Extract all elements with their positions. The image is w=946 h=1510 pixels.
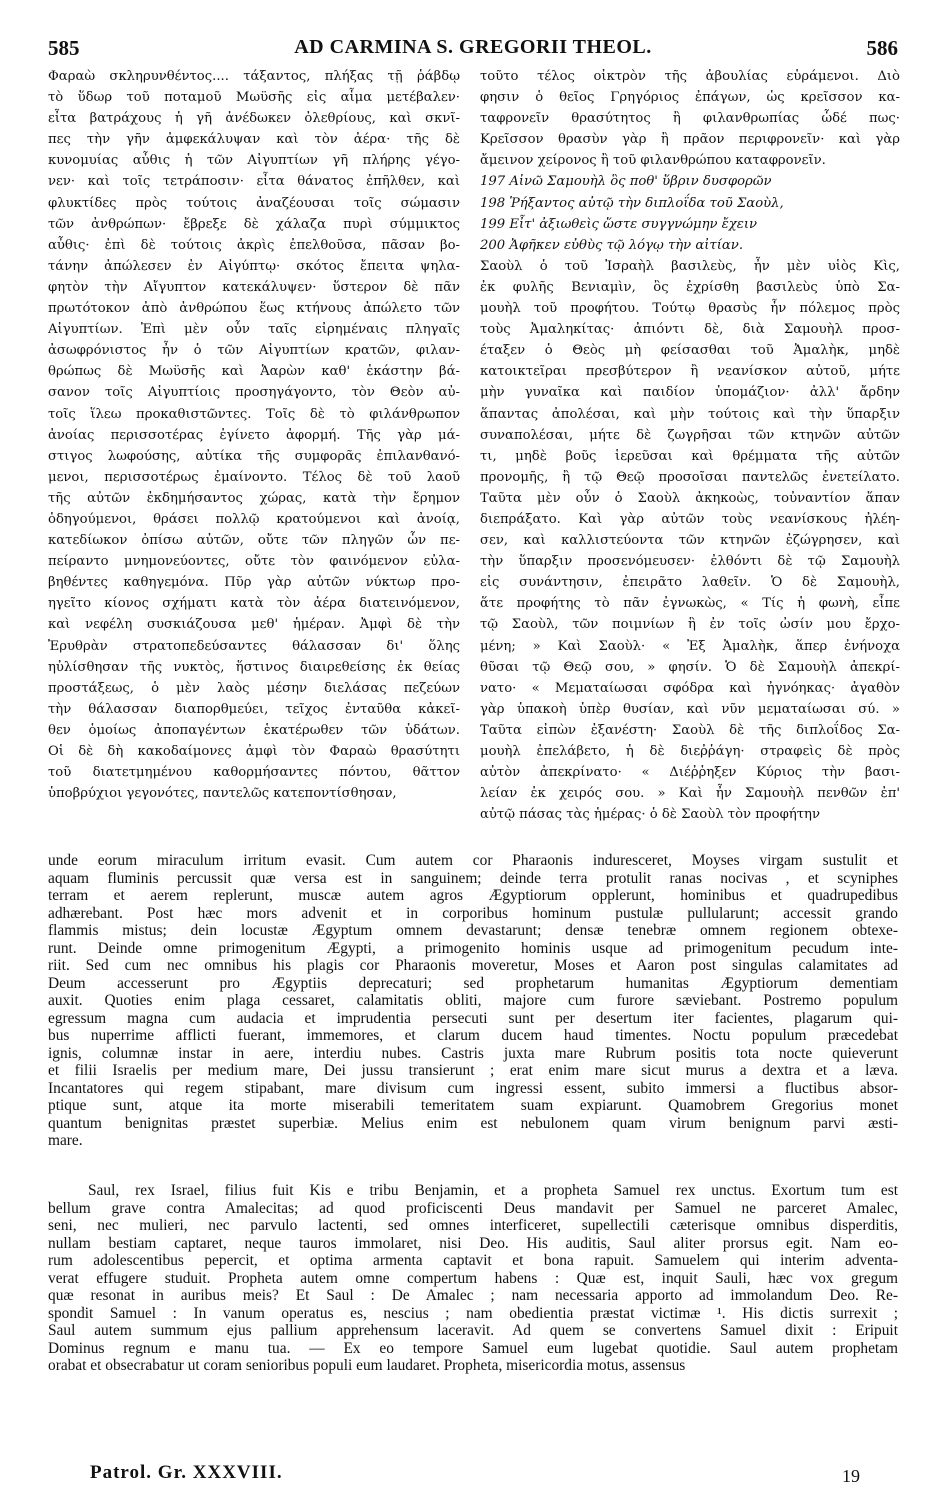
latin-translation-paragraph-2 — [48, 1182, 898, 1375]
greek-text-line: αὐτῷ πάσας τὰς ἡμέρας· ὁ δὲ Σαοὺλ τὸν προφήτην — [480, 807, 820, 823]
greek-text-line: προνομῆς, ἢ τῷ Θεῷ προσοῖσαι παντελῶς ἐνετείλατο. — [480, 469, 900, 485]
greek-text-line: τὸ ὕδωρ τοῦ ποταμοῦ Μωϋσῆς εἰς αἷμα μετέβαλεν· — [48, 90, 460, 106]
greek-text-line: φησιν ὁ θεῖος Γρηγόριος ἐπάγων, ὡς κρεῖσσον κα- — [480, 90, 900, 106]
greek-text-line: κατεδίωκον ὀπίσω αὐτῶν, οὔτε τῶν πληγῶν ὧν πε- — [48, 533, 460, 549]
greek-text-line: εἰς συνάντησιν, ἐπειρᾶτο λαθεῖν. Ὁ δὲ Σαμουὴλ, — [480, 575, 900, 591]
latin-text-line: spondit Samuel : In vanum operatus es, nescius ; nam obedientia præstat victimæ ¹. His dictis surrexit ; — [48, 1304, 898, 1322]
greek-text-line: ηγεῖτο κίονος σχήματι κατὰ τὸν ἀέρα διατεινόμενον, — [48, 596, 460, 612]
greek-text-line: καὶ νεφέλη συσκιάζουσα μεθ' ἡμέραν. Ἀμφὶ δὲ τὴν — [48, 617, 460, 633]
greek-text-line: ταφρονεῖν θρασύτητος ἢ φιλανθρωπίας ὧδέ πως· — [480, 111, 900, 127]
greek-text-line: αὖθις· ἐπὶ δὲ τούτοις ἀκρὶς ἐπελθοῦσα, πᾶσαν βο- — [48, 237, 460, 253]
greek-text-line: αὐτὸν ἀπεκρίνατο· « Διέῤῥηξεν Κύριος τὴν βασι- — [480, 765, 900, 781]
latin-text-line: quæ resonat in auribus meis? Et Saul : De Amalec ; nam necessaria apporto ad immolandum Deo. Re- — [48, 1287, 898, 1304]
latin-text-line: rum adolescentibus pepercit, et optima armenta captavit et bona rapuit. Samuelem qui interim adventa- — [48, 1252, 898, 1269]
latin-text-line: orabat et obsecrabatur ut coram senioribus populi eum laudaret. Propheta, misericordia motus, assensus — [48, 1357, 686, 1374]
greek-text-line: τάνην ἀπώλεσεν ἐν Αἰγύπτῳ· σκότος ἔπειτα ψηλα- — [48, 258, 460, 274]
page-number-left: 585 — [48, 36, 80, 60]
greek-text-line: Κρεῖσσον θρασὺν γὰρ ἢ πρᾶον περιφρονεῖν· καὶ γὰρ — [480, 132, 900, 148]
verse-line: 197 Αἰνῶ Σαμουὴλ ὃς ποθ' ὕβριν δυσφορῶν — [480, 174, 772, 190]
greek-text-line: τοῦτο τέλος οἰκτρὸν τῆς ἀβουλίας εὑράμενοι. Διὸ — [480, 69, 900, 84]
greek-text-line: τὴν θάλασσαν διαπορθμεύει, τεῖχος ἐνταῦθα κἀκεῖ- — [48, 701, 460, 717]
latin-text-line: ptique sunt, atque ita morte miserabili temeritatem suam expiarunt. Quamobrem Gregorius monet — [48, 1097, 898, 1114]
greek-text-line: ἀνοίας περισσοτέρας ἐγίνετο ἀφορμή. Τῆς γὰρ μά- — [48, 427, 460, 443]
latin-text-line: riit. Sed cum nec omnibus his plagis cor Pharaonis moveretur, Moses et Aaron post singulas calamitates ad — [48, 957, 898, 974]
latin-text-line: bellum grave contra Amalecitas; ad quod proficiscenti Deus mandavit per Samuel ne parceret Amalec, — [48, 1199, 898, 1217]
latin-text-line: Deum accesserunt pro Ægyptiis deprecaturi; sed prophetarum humanitas Ægyptiorum dementiam — [48, 974, 898, 992]
latin-text-line: aquam fluminis percussit quæ versa est in sanguinem; deinde terra protulit ranas nocivas , et scyniphes — [48, 869, 898, 887]
greek-column-right — [480, 66, 900, 825]
latin-text-line: Saul, rex Israel, filius fuit Kis e tribu Benjamin, et a propheta Samuel rex unctus. Exortum tum est — [88, 1182, 898, 1199]
latin-text-line: terram et aerem replerunt, muscæ autem agros Ægyptiorum opplerunt, hominibus et quadrupedibus — [48, 887, 898, 904]
latin-text-line: egressum magna cum audacia et imprudentia persecuti sunt per desertum iter facientes, plagarum qui- — [48, 1009, 898, 1027]
greek-text-line: ἅπαντας ἀπολέσαι, καὶ μὴν τούτοις καὶ τὴν ὕπαρξιν — [480, 406, 900, 422]
verse-line: 198 Ῥήξαντος αὐτῷ τὴν διπλοΐδα τοῦ Σαοὺλ, — [480, 195, 784, 211]
greek-text-line: κατοικτεῖραι πρεσβύτερον ἢ νεανίσκον αὐτοῦ, μήτε — [480, 364, 900, 380]
greek-text-line: ἐκ φυλῆς Βενιαμὶν, ὃς ἐχρίσθη βασιλεὺς ὑπὸ Σα- — [480, 279, 900, 295]
latin-text-line: Saul autem summum ejus pallium apprehensum laceravit. Ad quem se convertens Samuel dixit : Eripuit — [48, 1322, 898, 1339]
greek-text-line: μουὴλ τοῦ προφήτου. Τούτῳ θρασὺς ἦν πόλεμος πρὸς — [480, 301, 900, 317]
greek-column-left — [48, 66, 460, 804]
latin-text-line: et filii Israelis per medium mare, Dei jussu transierunt ; erat enim mare sicut murus a dextra et a læva. — [48, 1062, 898, 1079]
running-header — [48, 36, 898, 62]
latin-text-line: adhærebant. Post hæc mors advenit et in corporibus hominum pustulæ pullularunt; accessit grando — [48, 904, 898, 922]
greek-text-line: κυνομυίας αὖθις ἡ τῶν Αἰγυπτίων γῆ πλήρης γέγο- — [48, 153, 460, 169]
greek-text-line: Οἱ δὲ δὴ κακοδαίμονες ἀμφὶ τὸν Φαραὼ θρασύτητι — [48, 744, 460, 759]
greek-text-line: πρωτότοκον ἀπὸ ἀνθρώπου ἕως κτήνους ἀπώλετο τῶν — [48, 301, 460, 317]
greek-text-line: πες τὴν γῆν ἀμφεκάλυψαν καὶ τὸν ἀέρα· τῆς δὲ — [48, 132, 460, 148]
latin-translation-paragraph-1 — [48, 852, 898, 1150]
greek-text-line: μενοι, περισσοτέρως ἐμαίνοντο. Τέλος δὲ τοῦ λαοῦ — [48, 469, 460, 485]
verse-line: 199 Εἶτ' ἀξιωθεὶς ὥστε συγγνώμην ἔχειν — [480, 216, 758, 232]
greek-text-line: ηὐλίσθησαν τῆς νυκτὸς, ἥστινος διαιρεθείσης ἐκ θείας — [48, 659, 460, 675]
greek-text-line: στιγος λωφούσης, αὐτίκα τῆς συμφορᾶς ἐπιλανθανό- — [48, 448, 460, 464]
greek-text-line: τοὺς Ἀμαληκίτας· ἀπιόντι δὲ, διὰ Σαμουὴλ προσ- — [480, 322, 900, 338]
greek-text-line: τῆς αὐτῶν ἐκδημήσαντος χώρας, κατὰ τὴν ἔρημον — [48, 490, 460, 506]
signature-mark: Patrol. Gr. XXXVIII. — [90, 1462, 283, 1483]
greek-text-line: νατο· « Μεματαίωσαι σφόδρα καὶ ἠγνόηκας· ἀγαθὸν — [480, 680, 900, 696]
latin-text-line: Incantatores qui regem stipabant, mare divisum cum ingressi essent, subito immersi a fluctibus absor- — [48, 1079, 898, 1097]
greek-text-line: σανον τοῖς Αἰγυπτίοις προσηγάγοντο, τὸν Θεὸν αὐ- — [48, 385, 460, 401]
greek-text-line: Ταῦτα εἰπὼν ἐξανέστη· Σαοὺλ δὲ τῆς διπλοΐδος Σα- — [480, 722, 900, 738]
greek-text-line: σεν, καὶ καλλιστεύοντα τῶν κτηνῶν ἐζώγρησεν, καὶ — [480, 533, 900, 549]
latin-text-line: flammis mistus; dein locustæ Ægyptum omnem devastarunt; densæ tenebræ omnem regionem obtexe- — [48, 922, 898, 939]
running-title: AD CARMINA S. GREGORII THEOL. — [294, 36, 652, 58]
greek-text-line: λείαν ἐκ χειρός σου. » Καὶ ἦν Σαμουὴλ πενθῶν ἐπ' — [480, 786, 900, 802]
greek-text-line: ὑποβρύχιοι γεγονότες, παντελῶς κατεποντίσθησαν, — [48, 786, 397, 802]
greek-text-line: Σαοὺλ ὁ τοῦ Ἰσραὴλ βασιλεὺς, ἦν μὲν υἱὸς Κὶς, — [480, 258, 900, 274]
greek-text-line: μὴν γυναῖκα καὶ παιδίον ὑπομάζιον· ἀλλ' ἄρδην — [480, 385, 900, 401]
greek-text-line: θρώπως δὲ Μωϋσῆς καὶ Ἀαρὼν καθ' ἑκάστην βά- — [48, 364, 460, 380]
greek-text-line: τῷ Σαοὺλ, τῶν ποιμνίων ἣ ἐν τοῖς ὠσίν μου ἔρχο- — [480, 617, 900, 633]
greek-text-line: τοῦ διατετμημένου καθορμήσαντες πόντου, θᾶττον — [48, 765, 460, 781]
latin-text-line: ignis, columnæ instar in aere, interdiu nubes. Castris juxta mare Rubrum positis tota nocte quieverunt — [48, 1044, 898, 1062]
greek-text-line: μουὴλ ἐπελάβετο, ἡ δὲ διεῤῥάγη· στραφεὶς δὲ πρὸς — [480, 744, 900, 759]
latin-text-line: auxit. Quoties enim plaga cessaret, calamitatis obliti, majore cum furore sæviebant. Postremo populum — [48, 992, 898, 1009]
greek-text-line: ἅτε προφήτης τὸ πᾶν ἐγνωκὼς, « Τίς ἡ φωνὴ, εἶπε — [480, 596, 900, 612]
greek-text-line: Αἰγυπτίων. Ἐπὶ μὲν οὖν ταῖς εἰρημέναις πληγαῖς — [48, 322, 460, 338]
gathering-number: 19 — [842, 1466, 860, 1486]
latin-text-line: Dominus regnum e manu tua. — Ex eo tempore Samuel eum lugebat quotidie. Saul autem prophetam — [48, 1339, 898, 1357]
latin-text-line: seni, nec mulieri, nec parvulo lactenti, sed omnes interficeret, supellectili cæterisque omnibus disperditis, — [48, 1217, 898, 1234]
latin-text-line: bus nuperrime afflicti fuerant, immemores, et clarum ducem haud timentes. Noctu populum præcedebat — [48, 1027, 898, 1044]
greek-text-line: εἶτα βατράχους ἡ γῆ ἀνέδωκεν ὀλεθρίους, καὶ σκνῖ- — [48, 111, 460, 127]
greek-text-line: γὰρ ὑπακοὴ ὑπὲρ θυσίαν, καὶ νῦν μεματαίωσαι σύ. » — [480, 701, 900, 717]
greek-text-line: ἄμεινον χείρονος ἢ τοῦ φιλανθρώπου καταφρονεῖν. — [480, 153, 826, 169]
greek-text-line: ὁδηγούμενοι, θράσει πολλῷ κρατούμενοι καὶ ἀνοίᾳ, — [48, 511, 460, 527]
greek-text-line: θῦσαι τῷ Θεῷ σου, » φησίν. Ὁ δὲ Σαμουὴλ ἀπεκρί- — [480, 659, 900, 675]
greek-text-line: έταξεν ὁ Θεὸς μὴ φείσασθαι τοῦ Ἀμαλὴκ, μηδὲ — [480, 343, 900, 359]
latin-text-line: unde eorum miraculum irritum evasit. Cum autem cor Pharaonis induresceret, Moyses virgam sustulit et — [48, 852, 898, 869]
verse-line: 200 Ἀφῆκεν εὐθὺς τῷ λόγῳ τὴν αἰτίαν. — [480, 237, 744, 253]
page-footer — [90, 1462, 900, 1488]
latin-text-line: runt. Deinde omne primogenitum Ægypti, a primogenito hominis usque ad primogenitum pecudum inte- — [48, 939, 898, 957]
greek-text-line: τῶν ἀνθρώπων· ἔβρεξε δὲ χάλαζα πυρὶ σύμμικτος — [48, 216, 460, 232]
latin-text-line: nullam bestiam captaret, neque tauros immolaret, nisi Deo. His auditis, Saul aliter prorsus egit. Nam eo- — [48, 1234, 898, 1252]
greek-text-line: νεν· καὶ τοῖς τετράποσιν· εἶτα θάνατος ἐπῆλθεν, καὶ — [48, 174, 460, 190]
latin-text-line: quantum benignitas præstet superbiæ. Melius enim est nebulonem quam virum benignum parvi æsti- — [48, 1114, 898, 1132]
greek-text-line: θεν ὁμοίως ἀποπαγέντων ἑκατέρωθεν τῶν ὑδάτων. — [48, 722, 460, 738]
greek-text-line: φητὸν τὴν Αἴγυπτον κατεκάλυψεν· ὕστερον δὲ πᾶν — [48, 279, 460, 295]
page-number-right: 586 — [866, 36, 898, 60]
latin-text-line: mare. — [48, 1132, 83, 1149]
greek-text-line: διεπράξατο. Καὶ γὰρ αὐτῶν τοὺς νεανίσκους ἠλέη- — [480, 511, 900, 527]
greek-text-line: τοῖς ἵλεω προκαθιστῶντες. Τοῖς δὲ τὸ φιλάνθρωπον — [48, 406, 460, 422]
greek-text-line: Φαραὼ σκληρυνθέντος.... τάξαντος, πλήξας τῇ ῥάβδῳ — [48, 69, 460, 84]
greek-text-line: φλυκτίδες πρὸς τούτοις ἀναζέουσαι τοῖς σώμασιν — [48, 195, 460, 211]
greek-text-line: ἀσωφρόνιστος ἦν ὁ τῶν Αἰγυπτίων κρατῶν, φιλαν- — [48, 343, 460, 359]
greek-text-line: τι, μηδὲ βοῦς ἱερεῦσαι καὶ θρέμματα τῆς αὐτῶν — [480, 448, 900, 464]
greek-text-line: Ἐρυθρὰν στρατοπεδεύσαντες θάλασσαν δι' ὅλης — [48, 638, 460, 654]
greek-text-line: προστάξεως, ὁ μὲν λαὸς μέσην διελάσας πεζεύων — [48, 680, 460, 696]
greek-text-line: συναπολέσαι, μήτε δὲ ζωγρῆσαι τῶν κτηνῶν αὐτῶν — [480, 427, 900, 443]
greek-text-line: βηθέντες καθηγεμόνα. Πῦρ γὰρ αὐτῶν νύκτωρ προ- — [48, 575, 460, 591]
greek-text-line: τὴν ὕπαρξιν προσενόμευσεν· ἐλθόντι δὲ τῷ Σαμουὴλ — [480, 554, 900, 570]
greek-text-line: Ταῦτα μὲν οὖν ὁ Σαοὺλ ἀκηκοὼς, τοὐναντίον ἅπαν — [480, 490, 900, 506]
greek-text-line: πείραντο μνημονεύοντες, οὔτε τὸν φαινόμενον εὐλα- — [48, 554, 460, 570]
greek-text-line: μένη; » Καὶ Σαοὺλ· « Ἐξ Ἀμαλὴκ, ἅπερ ἐνήνοχα — [480, 638, 900, 654]
latin-text-line: verat effugere studuit. Propheta autem omne compertum habens : Quæ est, inquit Sauli, hæc vox gregum — [48, 1269, 898, 1287]
